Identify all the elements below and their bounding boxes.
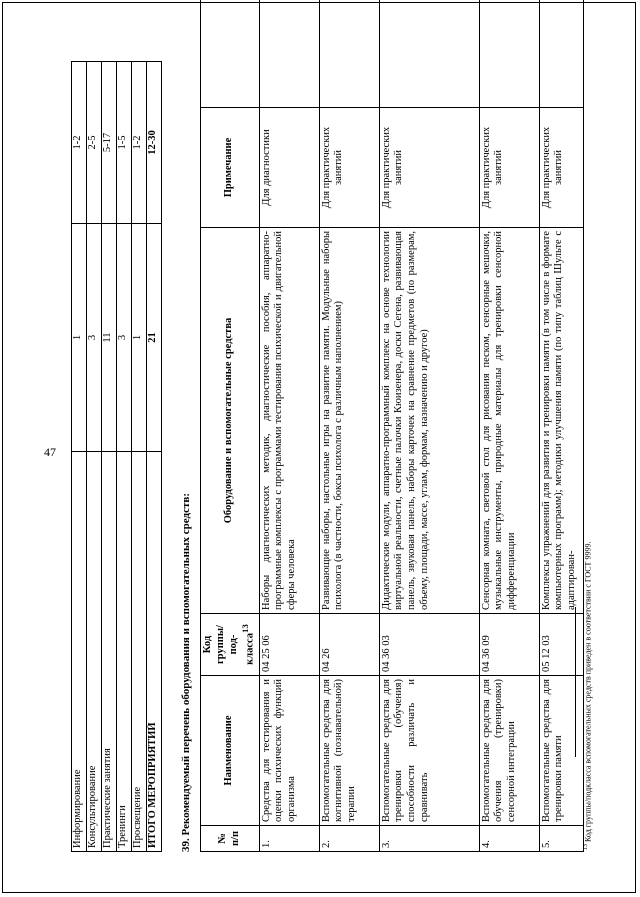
equipment-code: 04 26: [319, 614, 379, 676]
summary-range: 1-2: [72, 62, 87, 224]
equipment-name: Средства для тестирования и оценки психических функций организма: [259, 676, 319, 826]
equipment-extra: [479, 0, 539, 108]
equipment-description: Комплексы упражнений для развития и тренировки памяти (в том числе в формате компьютерных программ); методики улучшения памяти (по типу таблиц Шульте с адаптирован-: [539, 228, 583, 614]
header-equipment: Оборудование и вспомогательные средства: [201, 228, 260, 614]
equipment-row: [319, 0, 379, 852]
header-name: Наименование: [201, 676, 260, 826]
summary-total-count: 21: [147, 224, 162, 452]
summary-count: 1: [132, 224, 147, 452]
summary-total-row: [147, 62, 162, 852]
equipment-row: [539, 0, 583, 852]
equipment-note: Для практических занятий: [319, 108, 379, 228]
header-code: [201, 614, 260, 676]
summary-row: [102, 62, 117, 852]
equipment-num: 2.: [319, 826, 379, 852]
summary-count: 11: [102, 224, 117, 452]
summary-row: [87, 62, 102, 852]
header-code-footnote-mark: 13: [240, 624, 251, 633]
equipment-code: 04 36 09: [479, 614, 539, 676]
equipment-num: 4.: [479, 826, 539, 852]
equipment-num: 3.: [379, 826, 479, 852]
summary-total-range: 12-30: [147, 62, 162, 224]
rotated-page-content: [42, 0, 602, 852]
equipment-description: Дидактические модули, аппаратно-программный комплекс на основе технологии виртуальной реальности, счетные палочки Кюизенера, доски Сегена, развивающая панель, звуковая панель, наборы карточек на сравнение предметов (по размерам, объему, площади, массе, углам, формам, назначению и другое): [379, 228, 479, 614]
equipment-code: 04 25 06: [259, 614, 319, 676]
equipment-extra: [379, 0, 479, 108]
summary-count: 3: [117, 224, 132, 452]
equipment-description: Наборы диагностических методик, диагностические пособия, аппаратно-программные комплексы с программами тестирования психической и двигательной сферы человека: [259, 228, 319, 614]
summary-row: [117, 62, 132, 852]
summary-table: [71, 61, 162, 852]
summary-total-label: ИТОГО МЕРОПРИЯТИЙ: [147, 452, 162, 852]
summary-range: 1-5: [117, 62, 132, 224]
equipment-extra: [319, 0, 379, 108]
footnote-separator: [575, 607, 576, 757]
equipment-note: Для практических занятий: [379, 108, 479, 228]
page-number: 47: [44, 445, 56, 459]
equipment-description: Сенсорная комната, световой стол для рисования песком, сенсорные мешочки, музыкальные инструменты, природные материалы для тренировки сенсорной дифференциации: [479, 228, 539, 614]
summary-label: Практические занятия: [102, 452, 117, 852]
equipment-name: Вспомогательные средства для обучения (тренировки) сенсорной интеграции: [479, 676, 539, 826]
equipment-code: 05 12 03: [539, 614, 583, 676]
header-code-text: Код группы/под-класса: [202, 625, 256, 665]
equipment-num: 5.: [539, 826, 583, 852]
equipment-row: [259, 0, 319, 852]
summary-count: 1: [72, 224, 87, 452]
summary-row: [72, 62, 87, 852]
equipment-note: Для практических занятий: [539, 108, 583, 228]
footnote: [583, 542, 593, 850]
header-num: № п/п: [201, 826, 260, 852]
equipment-name: Вспомогательные средства для тренировки памяти: [539, 676, 583, 826]
equipment-table: [200, 0, 584, 852]
summary-label: Консультирование: [87, 452, 102, 852]
summary-range: 5-17: [102, 62, 117, 224]
summary-label: Просвещение: [132, 452, 147, 852]
equipment-description: Развивающие наборы, настольные игры на развитие памяти. Модульные наборы психолога (в частности, боксы психолога с различным наполнением): [319, 228, 379, 614]
header-empty: [201, 0, 260, 108]
summary-range: 2-5: [87, 62, 102, 224]
equipment-note: Для диагностики: [259, 108, 319, 228]
summary-label: Информирование: [72, 452, 87, 852]
equipment-num: 1.: [259, 826, 319, 852]
equipment-extra: [259, 0, 319, 108]
equipment-table-header: [201, 0, 260, 852]
header-note: Примечание: [201, 108, 260, 228]
equipment-name: Вспомогательные средства для тренировки (обучения) способности различать и сравнивать: [379, 676, 479, 826]
equipment-note: Для практических занятий: [479, 108, 539, 228]
summary-count: 3: [87, 224, 102, 452]
summary-row: [132, 62, 147, 852]
equipment-extra: [539, 0, 583, 108]
summary-label: Тренинги: [117, 452, 132, 852]
section-heading: 39. Рекомендуемый перечень оборудования и вспомогательных средств:: [180, 493, 192, 852]
equipment-code: 04 36 03: [379, 614, 479, 676]
equipment-row: [479, 0, 539, 852]
summary-range: 1-2: [132, 62, 147, 224]
equipment-row: [379, 0, 479, 852]
footnote-mark: 13: [583, 844, 589, 850]
footnote-text: Код группы/подкласса вспомогательных средств приведен в соответствии с ГОСТ 9999.: [583, 541, 593, 842]
equipment-name: Вспомогательные средства для когнитивной (познавательной) терапии: [319, 676, 379, 826]
